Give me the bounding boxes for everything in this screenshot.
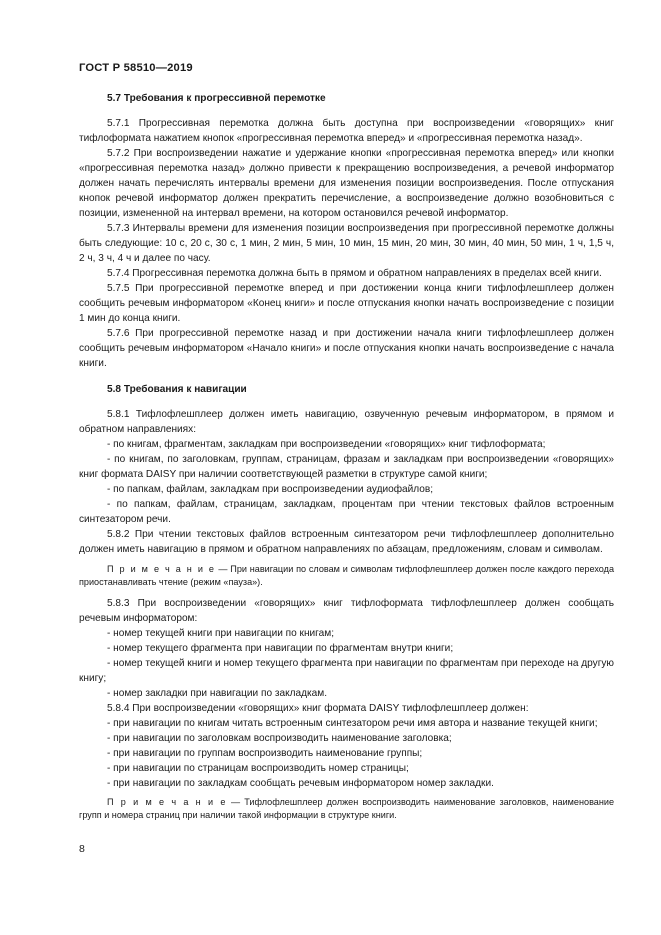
paragraph-5-8-2: 5.8.2 При чтении текстовых файлов встроенным синтезатором речи тифлофлешплеер дополнительно должен иметь навигацию в прямом и обратном направлениях по абзацам, предложениям, словам и символам. xyxy=(79,529,614,555)
list-item: - при навигации по страницам воспроизводить номер страницы; xyxy=(107,763,409,774)
document-header: ГОСТ Р 58510—2019 xyxy=(79,62,193,74)
list-item: - при навигации по группам воспроизводить наименование группы; xyxy=(107,748,423,759)
list-item: - при навигации по книгам читать встроенным синтезатором речи имя автора и название текущей книги; xyxy=(107,718,598,729)
note-text: — Тифлофлешплеер должен воспроизводить наименование заголовков, наименование групп и номера страниц при наличии такой информации в структуре книги. xyxy=(79,797,615,820)
note-1 xyxy=(79,563,614,589)
list-item: - по папкам, файлам, страницам, закладкам, процентам при чтении текстовых файлов встроенным синтезатором речи. xyxy=(79,499,614,525)
paragraph-5-7-2: 5.7.2 При воспроизведении нажатие и удержание кнопки «прогрессивная перемотка вперед» или кнопки «прогрессивная перемотка назад» должно привести к прекращению воспроизведения, а речевой информатор должен начать перечислять интервалы времени для изменения позиции воспроизведения. После отпускания кнопок речевой информатор должен прекратить перечисление, а воспроизведение должно возобновиться с позиции, измененной на интервал времени, на котором остановился речевой информатор. xyxy=(79,148,614,219)
paragraph-5-8-3: 5.8.3 При воспроизведении «говорящих» книг тифлоформата тифлофлешплеер должен сообщать речевым информатором: xyxy=(79,598,614,624)
paragraph-5-8-4: 5.8.4 При воспроизведении «говорящих» книг формата DAISY тифлофлешплеер должен: xyxy=(107,703,529,714)
note-label: П р и м е ч а н и е xyxy=(107,564,216,574)
paragraph-5-7-1: 5.7.1 Прогрессивная перемотка должна быть доступна при воспроизведении «говорящих» книг тифлоформата нажатием кнопок «прогрессивная перемотка вперед» и «прогрессивная перемотка назад». xyxy=(79,118,614,144)
paragraph-5-7-4: 5.7.4 Прогрессивная перемотка должна быть в прямом и обратном направлениях в пределах всей книги. xyxy=(107,268,602,279)
paragraph-5-7-5: 5.7.5 При прогрессивной перемотке вперед и при достижении конца книги тифлофлешплеер должен сообщить речевым информатором «Конец книги» и после отпускания кнопки начать воспроизведение с позиции 1 мин до конца книги. xyxy=(79,283,614,324)
list-item: - при навигации по закладкам сообщать речевым информатором номер закладки. xyxy=(107,778,494,789)
page-content xyxy=(79,91,614,829)
list-item: - по книгам, фрагментам, закладкам при воспроизведении «говорящих» книг тифлоформата; xyxy=(107,439,546,450)
list-item: - номер текущей книги и номер текущего фрагмента при навигации по фрагментам при переходе на другую книгу; xyxy=(79,658,614,684)
paragraph-5-7-6: 5.7.6 При прогрессивной перемотке назад и при достижении начала книги тифлофлешплеер должен сообщить речевым информатором «Начало книги» и после отпускания кнопки начать воспроизведение с начала книги. xyxy=(79,328,614,369)
page-number: 8 xyxy=(79,843,85,855)
list-item: - по книгам, по заголовкам, группам, страницам, фразам и закладкам при воспроизведении «говорящих» книг формата DAISY при наличии соответствующей разметки в структуре самой книги; xyxy=(79,454,614,480)
list-item: - по папкам, файлам, закладкам при воспроизведении аудиофайлов; xyxy=(107,484,434,495)
note-2 xyxy=(79,796,614,822)
note-text: — При навигации по словам и символам тифлофлешплеер должен после каждого перехода приостанавливать чтение (режим «пауза»). xyxy=(79,564,615,587)
paragraph-5-8-1: 5.8.1 Тифлофлешплеер должен иметь навигацию, озвученную речевым информатором, в прямом и обратном направлениях: xyxy=(79,409,614,435)
list-item: - номер закладки при навигации по закладкам. xyxy=(107,688,328,699)
section-heading-5-8: 5.8 Требования к навигации xyxy=(107,384,247,395)
note-label: П р и м е ч а н и е xyxy=(107,797,227,807)
list-item: - номер текущего фрагмента при навигации по фрагментам внутри книги; xyxy=(107,643,454,654)
paragraph-5-7-3: 5.7.3 Интервалы времени для изменения позиции воспроизведения при прогрессивной перемотке должны быть следующие: 10 с, 20 с, 30 с, 1 мин, 2 мин, 5 мин, 10 мин, 15 мин, 20 мин, 30 мин, 40 мин, 50 мин, 1 ч, 1,5 ч, 2 ч, 3 ч, 4 ч и далее по часу. xyxy=(79,223,614,264)
list-item: - при навигации по заголовкам воспроизводить наименование заголовка; xyxy=(107,733,452,744)
section-heading-5-7: 5.7 Требования к прогрессивной перемотке xyxy=(107,93,326,104)
list-item: - номер текущей книги при навигации по книгам; xyxy=(107,628,335,639)
